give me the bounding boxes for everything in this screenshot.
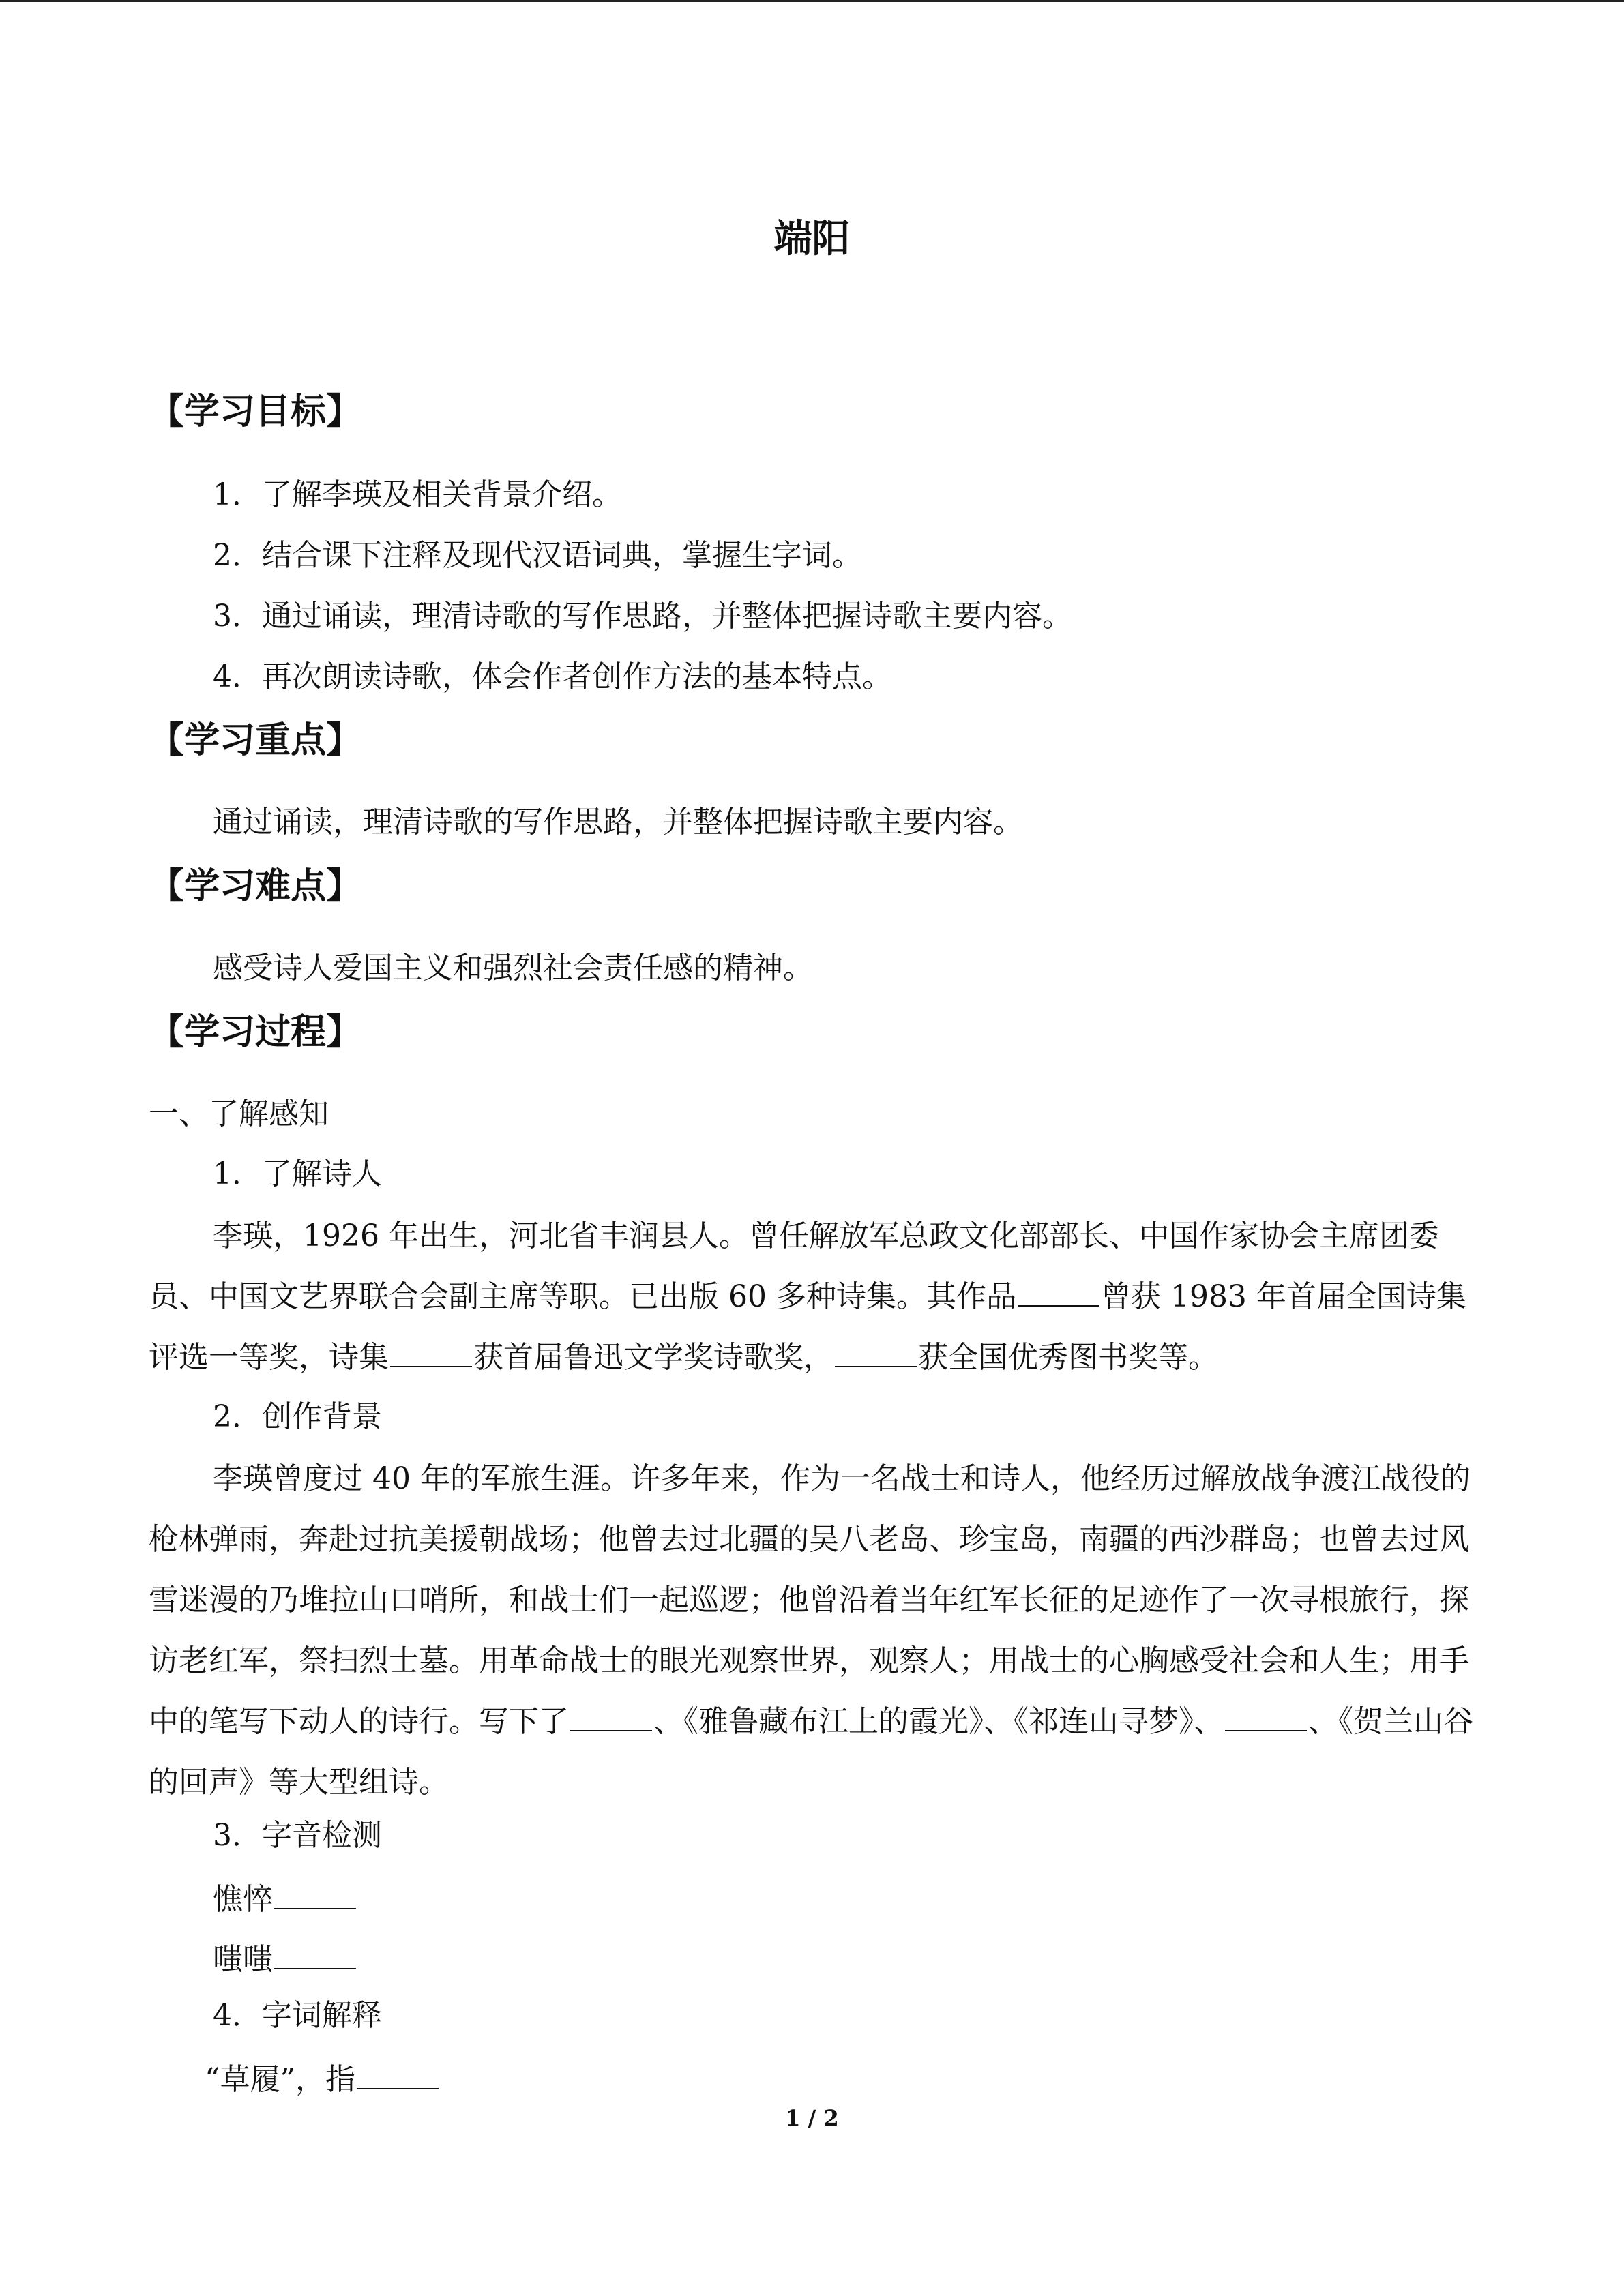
explain-text-1: “草履”，指: [205, 2062, 355, 2097]
answer-blank[interactable]: [357, 2061, 439, 2089]
goal-item-2: 2．结合课下注释及现代汉语词典，掌握生字词。: [213, 538, 862, 573]
process-item-3: 3．字音检测: [213, 1818, 382, 1853]
answer-blank[interactable]: [390, 1339, 472, 1367]
goal-item-3: 3．通过诵读，理清诗歌的写作思路，并整体把握诗歌主要内容。: [213, 599, 1072, 633]
answer-blank[interactable]: [274, 1881, 356, 1909]
difficulty-text: 感受诗人爱国主义和强烈社会责任感的精神。: [213, 951, 813, 985]
bg-text-1: 李瑛曾度过 40 年的军旅生涯。许多年来，作为一名战士和诗人，他经历过解放战争渡江战役的枪林弹雨，奔赴过抗美援朝战场；他曾去过北疆的吴八老岛、珍宝岛，南疆的西沙群岛；也曾去过风雪迷漫的乃堆拉山口哨所，和战士们一起巡逻；他曾沿着当年红军长征的足迹作了一次寻根旅行，探访老红军，祭扫烈士墓。用革命战士的眼光观察世界，观察人；用战士的心胸感受社会和人生；用手中的笔写下动人的诗行。写下了: [149, 1461, 1471, 1739]
process-item-2: 2．创作背景: [213, 1399, 382, 1434]
bg-text-3: 、《贺兰山谷的回声》等大型组诗。: [149, 1704, 1473, 1800]
answer-blank[interactable]: [1225, 1703, 1307, 1731]
poet-text-4: 获全国优秀图书奖等。: [918, 1340, 1218, 1375]
key-text: 通过诵读，理清诗歌的写作思路，并整体把握诗歌主要内容。: [213, 805, 1023, 839]
poet-paragraph: [149, 1206, 1475, 1388]
poet-text-1: 李瑛，1926 年出生，河北省丰润县人。曾任解放军总政文化部部长、中国作家协会主席团委员、中国文艺界联合会副主席等职。已出版 60 多种诗集。其作品: [149, 1219, 1439, 1314]
key-heading: 【学习重点】: [149, 720, 362, 761]
word-2: 嗤嗤: [213, 1942, 273, 1977]
answer-blank[interactable]: [835, 1339, 917, 1367]
goal-item-4: 4．再次朗读诗歌，体会作者创作方法的基本特点。: [213, 659, 892, 694]
difficulty-heading: 【学习难点】: [149, 866, 362, 907]
page-title: 端阳: [773, 217, 851, 261]
pronunciation-row-2: [213, 1941, 357, 1975]
process-heading: 【学习过程】: [149, 1012, 362, 1053]
goals-heading: 【学习目标】: [149, 391, 362, 432]
goal-item-1: 1．了解李瑛及相关背景介绍。: [213, 477, 622, 512]
process-part-1: 一、了解感知: [149, 1097, 329, 1131]
process-item-1: 1．了解诗人: [213, 1157, 382, 1191]
page-number: 1 / 2: [785, 2105, 839, 2131]
word-1: 憔悴: [213, 1882, 273, 1917]
bg-text-2: 、《雅鲁藏布江上的霞光》、《祁连山寻梦》、: [653, 1704, 1224, 1739]
answer-blank[interactable]: [1018, 1278, 1099, 1307]
pronunciation-row-1: [213, 1881, 357, 1915]
poet-text-3: 获首届鲁迅文学奖诗歌奖，: [473, 1340, 833, 1375]
poet-text-2: 曾获 1983 年首届全国诗集评选一等奖，诗集: [149, 1279, 1466, 1375]
explain-row-1: [205, 2061, 440, 2095]
process-item-4: 4．字词解释: [213, 1998, 382, 2033]
answer-blank[interactable]: [274, 1941, 356, 1969]
background-paragraph: [149, 1448, 1475, 1813]
answer-blank[interactable]: [570, 1703, 652, 1731]
